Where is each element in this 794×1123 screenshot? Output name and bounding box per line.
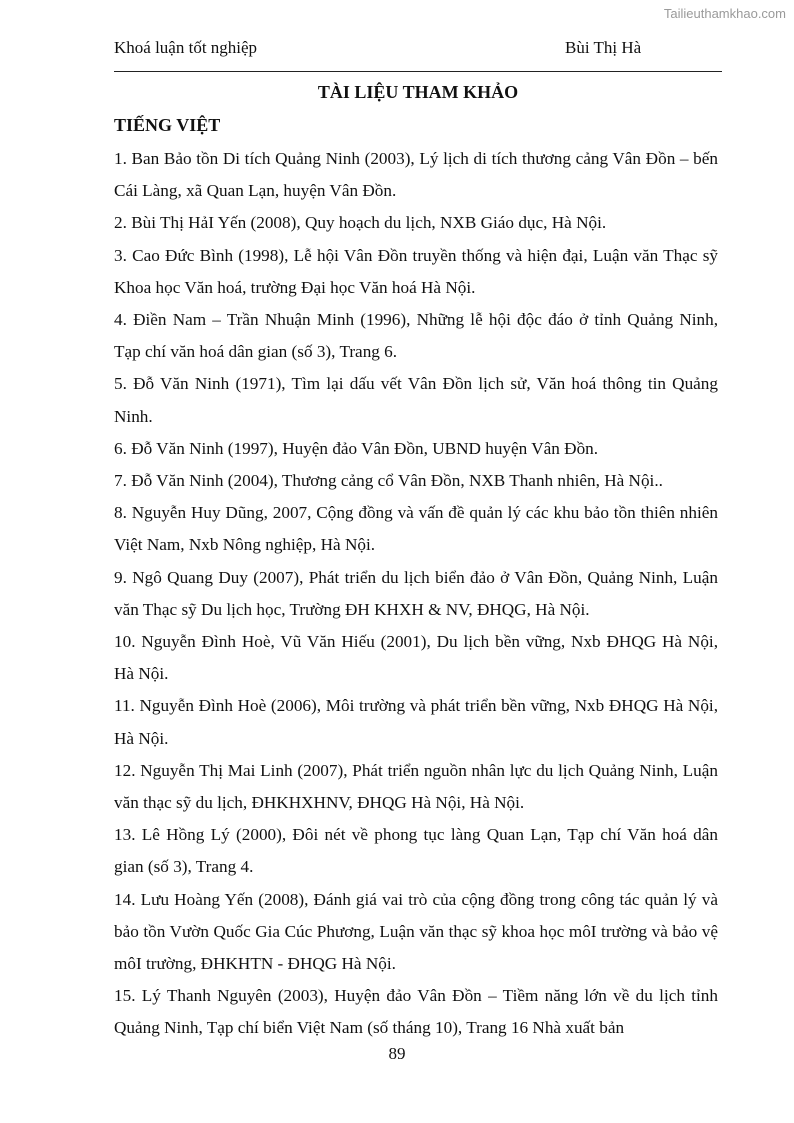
reference-item: 10. Nguyễn Đình Hoè, Vũ Văn Hiếu (2001), Du lịch bền vững, Nxb ĐHQG Hà Nội, Hà Nội. (114, 632, 718, 684)
page-number: 89 (388, 1044, 406, 1063)
reference-item: 9. Ngô Quang Duy (2007), Phát triển du lịch biển đảo ở Vân Đồn, Quảng Ninh, Luận văn Thạc sỹ Du lịch học, Trường ĐH KHXH & NV, ĐHQG, Hà Nội. (114, 567, 718, 619)
watermark: Tailieuthamkhao.com (663, 6, 786, 21)
reference-item: 8. Nguyễn Huy Dũng, 2007, Cộng đồng và vấn đề quản lý các khu bảo tồn thiên nhiên Việt Nam, Nxb Nông nghiệp, Hà Nội. (114, 503, 718, 555)
section-heading: TIẾNG VIỆT (114, 115, 221, 135)
reference-item: 2. Bùi Thị HảI Yến (2008), Quy hoạch du lịch, NXB Giáo dục, Hà Nội. (114, 213, 607, 233)
reference-item: 7. Đỗ Văn Ninh (2004), Thương cảng cổ Vân Đồn, NXB Thanh nhiên, Hà Nội.. (114, 471, 663, 491)
reference-item: 3. Cao Đức Bình (1998), Lễ hội Vân Đồn truyền thống và hiện đại, Luận văn Thạc sỹ Khoa học Văn hoá, trường Đại học Văn hoá Hà Nội. (114, 245, 718, 297)
reference-item: 12. Nguyễn Thị Mai Linh (2007), Phát triển nguồn nhân lực du lịch Quảng Ninh, Luận văn thạc sỹ du lịch, ĐHKHXHNV, ĐHQG Hà Nội, Hà Nội. (114, 760, 718, 813)
reference-item: 5. Đỗ Văn Ninh (1971), Tìm lại dấu vết Vân Đồn lịch sử, Văn hoá thông tin Quảng Ninh. (114, 374, 718, 426)
reference-item: 15. Lý Thanh Nguyên (2003), Huyện đảo Vân Đồn – Tiềm năng lớn về du lịch tỉnh Quảng Ninh, Tạp chí biển Việt Nam (số tháng 10), Trang 16 Nhà xuất bản (114, 986, 718, 1038)
reference-item: 1. Ban Bảo tồn Di tích Quảng Ninh (2003), Lý lịch di tích thương cảng Vân Đồn – bến Cái Làng, xã Quan Lạn, huyện Vân Đồn. (114, 149, 718, 201)
reference-list (114, 143, 718, 1045)
reference-item: 4. Điền Nam – Trần Nhuận Minh (1996), Những lễ hội độc đáo ở tỉnh Quảng Ninh, Tạp chí văn hoá dân gian (số 3), Trang 6. (114, 310, 718, 362)
reference-item: 14. Lưu Hoàng Yến (2008), Đánh giá vai trò của cộng đồng trong công tác quản lý và bảo tồn Vườn Quốc Gia Cúc Phương, Luận văn thạc sỹ khoa học môI trường và bảo vệ môI trường, ĐHKHTN - ĐHQG Hà Nội. (114, 889, 718, 974)
header-thesis-label: Khoá luận tốt nghiệp (114, 38, 258, 57)
reference-item: 11. Nguyễn Đình Hoè (2006), Môi trường và phát triển bền vững, Nxb ĐHQG Hà Nội, Hà Nội. (114, 696, 718, 748)
header-author: Bùi Thị Hà (565, 38, 642, 57)
page-header (114, 38, 722, 72)
page-title: TÀI LIỆU THAM KHẢO (317, 82, 519, 102)
reference-item: 6. Đỗ Văn Ninh (1997), Huyện đảo Vân Đồn, UBND huyện Vân Đồn. (114, 438, 599, 458)
reference-item: 13. Lê Hồng Lý (2000), Đôi nét về phong tục làng Quan Lạn, Tạp chí Văn hoá dân gian (số 3), Trang 4. (114, 825, 718, 877)
